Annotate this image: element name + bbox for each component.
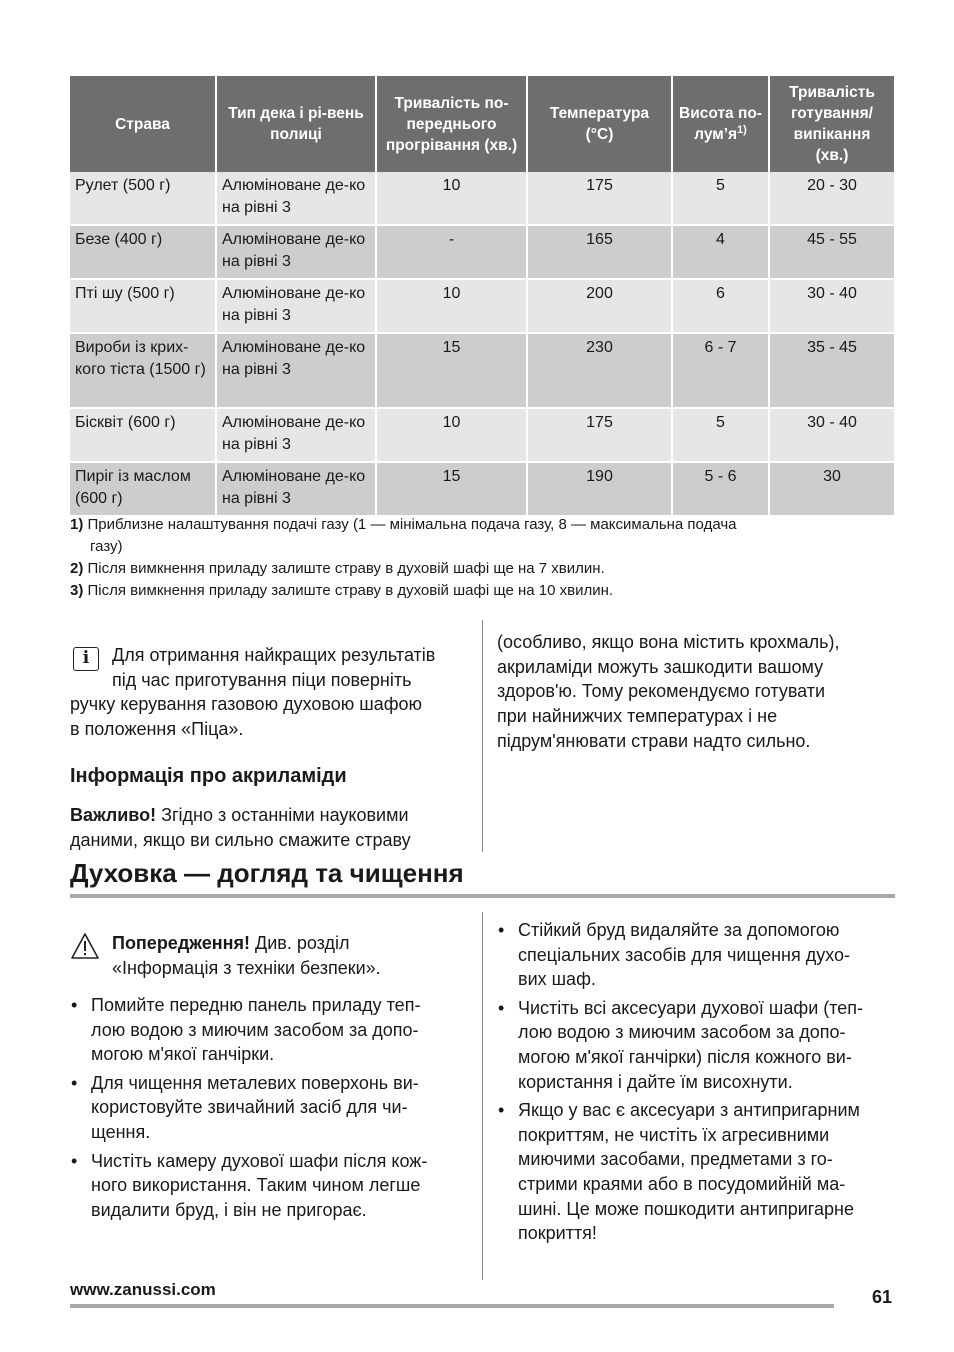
- acrylamide-left-text1: Згідно з останніми науковими: [161, 805, 409, 825]
- cell-preheat: 10: [376, 172, 527, 225]
- title-rule: [70, 894, 895, 898]
- list-item: [497, 1098, 917, 1246]
- pizza-tip-line2: під час приготування піци поверніть: [112, 670, 412, 690]
- footnote-2-text: Після вимкнення приладу залиште страву в духовій шафі ще на 7 хвилин.: [87, 560, 605, 577]
- page-number: 61: [872, 1287, 893, 1307]
- list-item-line: шині. Це може пошкодити антипригарне: [518, 1198, 854, 1219]
- list-item-line: • Чистіть камеру духової шафи після кож-: [91, 1150, 428, 1171]
- list-item-line: • Для чищення металевих поверхонь ви-: [91, 1072, 419, 1093]
- cell-flame: 4: [672, 225, 769, 279]
- list-item-line: • Якщо у вас є аксесуари з антипригарним: [518, 1100, 860, 1121]
- cell-time: 45 - 55: [769, 225, 894, 279]
- section-title: Духовка — догляд та чищення: [70, 858, 464, 888]
- cell-preheat: -: [376, 225, 527, 279]
- cell-preheat: 10: [376, 279, 527, 333]
- cell-tray: Алюміноване де-ко на рівні 3: [216, 225, 376, 279]
- list-item-line: покриття!: [518, 1223, 597, 1244]
- warning-icon: [70, 932, 100, 960]
- pizza-tip-line4: в положення «Піца».: [70, 719, 244, 739]
- footnote-3-num: 3): [70, 582, 84, 599]
- table-row: [70, 225, 894, 279]
- list-item-line: користовуйте звичайний засіб для чи-: [91, 1097, 408, 1118]
- header-flame-footnote: 1): [737, 123, 747, 136]
- right-bullet-list: [497, 918, 917, 1250]
- table-row: [70, 279, 894, 333]
- warning-line2: «Інформація з техніки безпеки».: [112, 958, 381, 978]
- table-header-row: [70, 76, 894, 172]
- acrylamide-right-line2: акриламіди можуть зашкодити вашому: [497, 657, 824, 677]
- list-item: [70, 1149, 470, 1223]
- list-item-line: • Стійкий бруд видаляйте за допомогою: [518, 920, 840, 940]
- footnote-2: [70, 558, 870, 580]
- cell-time: 30 - 40: [769, 408, 894, 462]
- table-row: [70, 172, 894, 225]
- list-item-line: • Чистіть всі аксесуари духової шафи (теп-: [518, 997, 864, 1018]
- header-preheat: Тривалість по-переднього прогрівання (хв.): [376, 76, 527, 172]
- cell-temp: 175: [527, 172, 672, 225]
- acrylamide-left-line2: даними, якщо ви сильно смажите страву: [70, 830, 411, 850]
- cell-temp: 230: [527, 333, 672, 408]
- cell-dish: Рулет (500 г): [70, 172, 216, 225]
- list-item: [497, 918, 917, 992]
- cell-time: 20 - 30: [769, 172, 894, 225]
- list-item-line: користання і дайте їм висохнути.: [518, 1071, 793, 1092]
- list-item-line: • Помийте передню панель приладу теп-: [91, 995, 421, 1015]
- table-row: [70, 333, 894, 408]
- list-item-line: миючими засобами, предметами з го-: [518, 1149, 833, 1170]
- cell-tray: Алюміноване де-ко на рівні 3: [216, 462, 376, 516]
- list-item-line: лою водою з миючим засобом за допо-: [91, 1019, 419, 1040]
- column-divider-lower: [482, 912, 483, 1280]
- list-item-line: лою водою з миючим засобом за допо-: [518, 1022, 846, 1043]
- footnote-1-text: Приблизне налаштування подачі газу (1 — мінімальна подача газу, 8 — максимальна подача: [87, 516, 737, 533]
- cell-dish: Пиріг із маслом (600 г): [70, 462, 216, 516]
- header-flame-height: [672, 76, 769, 172]
- cell-flame: 6: [672, 279, 769, 333]
- pizza-tip-line3: ручку керування газовою духовою шафою: [70, 694, 423, 714]
- list-item-line: щення.: [91, 1121, 151, 1142]
- list-item-line: стрими краями або в посудомийній ма-: [518, 1173, 846, 1194]
- cell-temp: 200: [527, 279, 672, 333]
- cell-flame: 5: [672, 172, 769, 225]
- list-item-line: могою м'якої ганчірки) після кожного ви-: [518, 1046, 852, 1067]
- footnote-1: [70, 514, 870, 558]
- warning-text1: Див. розділ: [255, 933, 350, 953]
- footer-url: www.zanussi.com: [70, 1280, 216, 1299]
- footnote-3-text: Після вимкнення приладу залиште страву в духовій шафі ще на 10 хвилин.: [87, 582, 614, 599]
- header-dish: Страва: [70, 76, 216, 172]
- cell-time: 30: [769, 462, 894, 516]
- table-row: [70, 408, 894, 462]
- acrylamide-right-line1: (особливо, якщо вона містить крохмаль),: [497, 632, 840, 652]
- header-cook-time: Тривалість готування/ випікання (хв.): [769, 76, 894, 172]
- cell-temp: 175: [527, 408, 672, 462]
- cell-dish: Вироби із крих-кого тіста (1500 г): [70, 333, 216, 408]
- acrylamide-right-line3: здоров'ю. Тому рекомендуємо готувати: [497, 681, 826, 701]
- list-item: [497, 996, 917, 1094]
- cell-dish: Пті шу (500 г): [70, 279, 216, 333]
- list-item-line: вих шаф.: [518, 969, 596, 990]
- acrylamide-left-line1: [70, 803, 409, 828]
- cell-time: 35 - 45: [769, 333, 894, 408]
- list-item-line: спеціальних засобів для чищення духо-: [518, 944, 851, 965]
- cell-preheat: 15: [376, 333, 527, 408]
- left-bullet-list: [70, 993, 470, 1226]
- cell-flame: 6 - 7: [672, 333, 769, 408]
- column-divider: [482, 620, 483, 852]
- warning-label: Попередження!: [112, 933, 251, 953]
- footnote-2-num: 2): [70, 560, 84, 577]
- cell-dish: Бісквіт (600 г): [70, 408, 216, 462]
- footnote-3: [70, 580, 870, 602]
- list-item: [70, 1071, 470, 1145]
- header-temperature: Температура (°C): [527, 76, 672, 172]
- cell-tray: Алюміноване де-ко на рівні 3: [216, 172, 376, 225]
- header-tray-level: Тип дека і рі-вень полиці: [216, 76, 376, 172]
- pizza-tip-line1: Для отримання найкращих результатів: [112, 645, 436, 665]
- cell-flame: 5 - 6: [672, 462, 769, 516]
- list-item: [70, 993, 470, 1067]
- list-item-line: могою м'якої ганчірки.: [91, 1044, 275, 1065]
- cell-dish: Безе (400 г): [70, 225, 216, 279]
- list-item-line: видалити бруд, і він не пригорає.: [91, 1199, 367, 1220]
- cooking-table: [70, 76, 894, 517]
- footer-rule: [70, 1304, 834, 1308]
- acrylamide-heading: Інформація про акриламіди: [70, 765, 347, 787]
- cell-flame: 5: [672, 408, 769, 462]
- warning-line1: [112, 931, 350, 956]
- cell-temp: 190: [527, 462, 672, 516]
- cell-preheat: 10: [376, 408, 527, 462]
- cell-tray: Алюміноване де-ко на рівні 3: [216, 333, 376, 408]
- list-item-line: покриттям, не чистіть їх агресивними: [518, 1124, 830, 1145]
- table-row: [70, 462, 894, 516]
- footnote-1-num: 1): [70, 516, 84, 533]
- cell-preheat: 15: [376, 462, 527, 516]
- cell-temp: 165: [527, 225, 672, 279]
- acrylamide-right-line5: підрум'янювати страви надто сильно.: [497, 731, 811, 751]
- acrylamide-right-line4: при найнижчих температурах і не: [497, 706, 778, 726]
- cell-tray: Алюміноване де-ко на рівні 3: [216, 408, 376, 462]
- header-flame-height-label: Висота по-лум’я: [679, 105, 762, 143]
- cell-tray: Алюміноване де-ко на рівні 3: [216, 279, 376, 333]
- footnote-1-cont: газу): [90, 538, 123, 555]
- cell-time: 30 - 40: [769, 279, 894, 333]
- important-label: Важливо!: [70, 805, 157, 825]
- info-icon: i: [73, 647, 99, 671]
- list-item-line: ного використання. Таким чином легше: [91, 1175, 421, 1196]
